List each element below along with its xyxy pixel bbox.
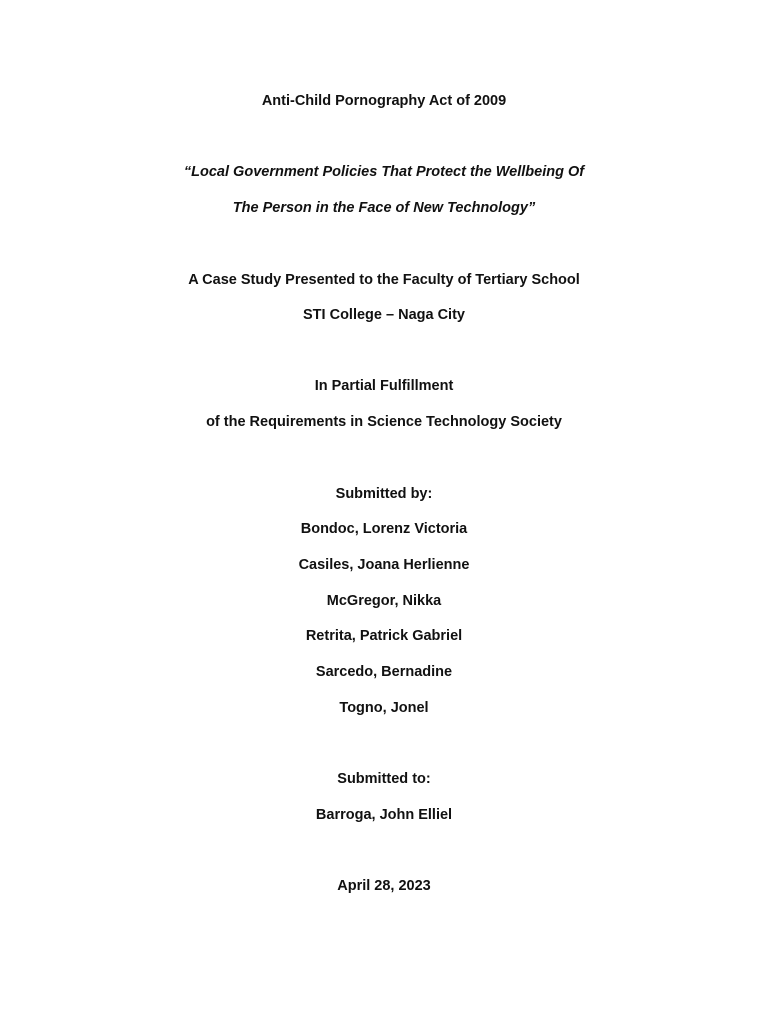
study-title-line-1: “Local Government Policies That Protect the Wellbeing Of [183,164,585,180]
fulfillment-line-1: In Partial Fulfillment [314,378,454,394]
study-title-line-2: The Person in the Face of New Technology” [232,200,536,216]
school-name: STI College – Naga City [303,307,465,323]
author-name: Retrita, Patrick Gabriel [305,628,463,644]
submission-date: April 28, 2023 [337,878,431,894]
author-name: Togno, Jonel [339,700,429,716]
author-name: McGregor, Nikka [326,593,442,609]
author-name: Sarcedo, Bernadine [315,664,453,680]
act-title: Anti-Child Pornography Act of 2009 [261,93,507,109]
author-name: Casiles, Joana Herlienne [298,557,470,573]
fulfillment-line-2: of the Requirements in Science Technology Society [206,414,562,430]
instructor-name: Barroga, John Elliel [315,807,453,823]
author-name: Bondoc, Lorenz Victoria [300,521,468,537]
submitted-by-label: Submitted by: [335,486,433,502]
case-study-line: A Case Study Presented to the Faculty of Tertiary School [188,272,580,288]
submitted-to-label: Submitted to: [337,771,431,787]
